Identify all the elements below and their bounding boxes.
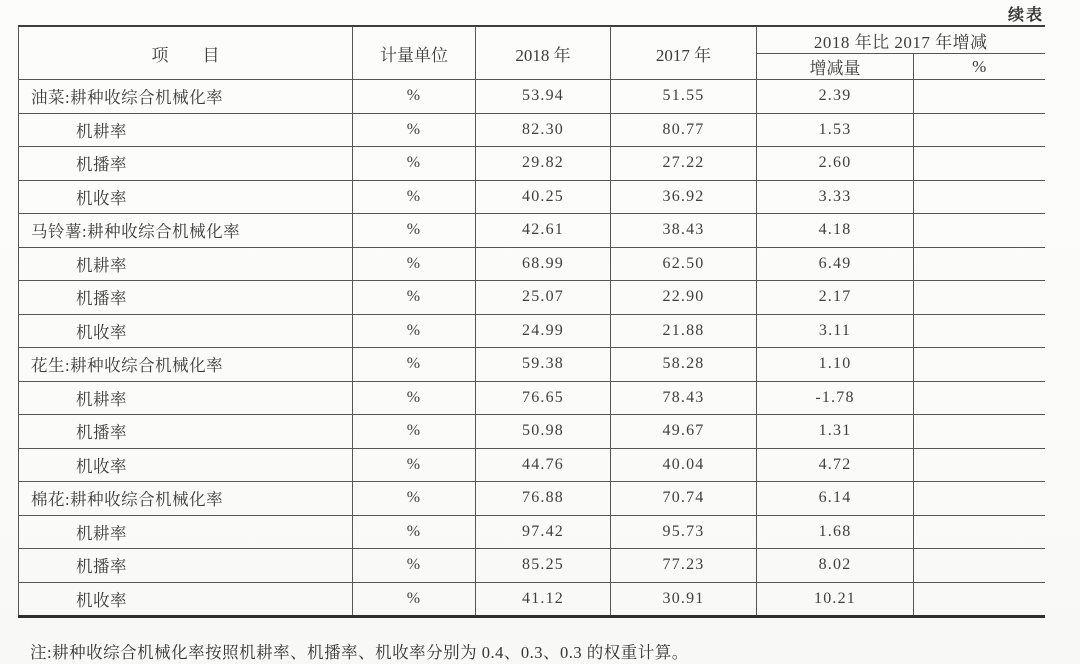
item-cell: 机收率 — [19, 448, 353, 482]
value-2018-cell: 50.98 — [476, 415, 611, 449]
change-amount-cell: -1.78 — [757, 381, 914, 415]
change-amount-cell: 1.68 — [757, 515, 914, 549]
unit-cell: % — [353, 549, 476, 583]
change-percent-cell — [914, 415, 1045, 449]
col-header-2017: 2017 年 — [611, 26, 757, 80]
item-cell: 机播率 — [19, 415, 353, 449]
value-2018-cell: 85.25 — [476, 549, 611, 583]
item-cell: 机耕率 — [19, 515, 353, 549]
table-row — [19, 80, 1045, 114]
value-2018-cell: 24.99 — [476, 314, 611, 348]
value-2018-cell: 40.25 — [476, 180, 611, 214]
value-2017-cell: 78.43 — [611, 381, 757, 415]
change-amount-cell: 1.53 — [757, 113, 914, 147]
item-cell: 机播率 — [19, 281, 353, 315]
item-cell: 机收率 — [19, 314, 353, 348]
value-2017-cell: 30.91 — [611, 582, 757, 617]
value-2018-cell: 53.94 — [476, 80, 611, 114]
value-2017-cell: 38.43 — [611, 214, 757, 248]
value-2018-cell: 25.07 — [476, 281, 611, 315]
change-percent-cell — [914, 549, 1045, 583]
footnote: 注:耕种收综合机械化率按照机耕率、机播率、机收率分别为 0.4、0.3、0.3 的权重计算。 — [30, 643, 689, 662]
change-percent-cell — [914, 214, 1045, 248]
unit-cell: % — [353, 582, 476, 617]
change-amount-cell: 8.02 — [757, 549, 914, 583]
value-2017-cell: 40.04 — [611, 448, 757, 482]
table-row — [19, 281, 1045, 315]
unit-cell: % — [353, 80, 476, 114]
table-row — [19, 448, 1045, 482]
change-percent-cell — [914, 80, 1045, 114]
item-cell: 机播率 — [19, 549, 353, 583]
value-2017-cell: 70.74 — [611, 482, 757, 516]
value-2018-cell: 29.82 — [476, 147, 611, 181]
change-percent-cell — [914, 348, 1045, 382]
table-row — [19, 381, 1045, 415]
value-2017-cell: 21.88 — [611, 314, 757, 348]
unit-cell: % — [353, 482, 476, 516]
change-percent-cell — [914, 482, 1045, 516]
col-header-change-amount: 增减量 — [757, 54, 914, 80]
item-cell: 花生:耕种收综合机械化率 — [19, 348, 353, 382]
value-2018-cell: 68.99 — [476, 247, 611, 281]
change-amount-cell: 6.14 — [757, 482, 914, 516]
table-row — [19, 247, 1045, 281]
change-amount-cell: 10.21 — [757, 582, 914, 617]
table-row — [19, 348, 1045, 382]
unit-cell: % — [353, 214, 476, 248]
value-2017-cell: 77.23 — [611, 549, 757, 583]
change-percent-cell — [914, 147, 1045, 181]
change-amount-cell: 3.33 — [757, 180, 914, 214]
value-2017-cell: 80.77 — [611, 113, 757, 147]
change-amount-cell: 2.60 — [757, 147, 914, 181]
table-body — [19, 80, 1045, 617]
item-cell: 机耕率 — [19, 247, 353, 281]
item-cell: 机耕率 — [19, 113, 353, 147]
value-2018-cell: 76.65 — [476, 381, 611, 415]
table-header — [19, 26, 1045, 80]
unit-cell: % — [353, 180, 476, 214]
table-row — [19, 214, 1045, 248]
value-2018-cell: 76.88 — [476, 482, 611, 516]
col-header-unit: 计量单位 — [353, 26, 476, 80]
change-percent-cell — [914, 448, 1045, 482]
value-2017-cell: 22.90 — [611, 281, 757, 315]
value-2017-cell: 49.67 — [611, 415, 757, 449]
table-row — [19, 147, 1045, 181]
col-header-change-group: 2018 年比 2017 年增减 — [757, 26, 1045, 54]
col-header-change-percent: % — [914, 54, 1045, 80]
unit-cell: % — [353, 113, 476, 147]
change-percent-cell — [914, 515, 1045, 549]
item-cell: 马铃薯:耕种收综合机械化率 — [19, 214, 353, 248]
table-row — [19, 314, 1045, 348]
change-amount-cell: 4.72 — [757, 448, 914, 482]
change-percent-cell — [914, 247, 1045, 281]
item-cell: 棉花:耕种收综合机械化率 — [19, 482, 353, 516]
change-percent-cell — [914, 281, 1045, 315]
table-row — [19, 180, 1045, 214]
change-percent-cell — [914, 582, 1045, 617]
value-2017-cell: 95.73 — [611, 515, 757, 549]
value-2018-cell: 82.30 — [476, 113, 611, 147]
change-amount-cell: 4.18 — [757, 214, 914, 248]
value-2018-cell: 44.76 — [476, 448, 611, 482]
value-2018-cell: 59.38 — [476, 348, 611, 382]
table-row — [19, 582, 1045, 617]
header-row-1 — [19, 26, 1045, 54]
change-amount-cell: 1.10 — [757, 348, 914, 382]
value-2017-cell: 51.55 — [611, 80, 757, 114]
value-2017-cell: 62.50 — [611, 247, 757, 281]
change-percent-cell — [914, 113, 1045, 147]
item-cell: 机耕率 — [19, 381, 353, 415]
change-percent-cell — [914, 180, 1045, 214]
table-row — [19, 549, 1045, 583]
value-2018-cell: 42.61 — [476, 214, 611, 248]
change-percent-cell — [914, 381, 1045, 415]
change-percent-cell — [914, 314, 1045, 348]
unit-cell: % — [353, 314, 476, 348]
item-cell: 机收率 — [19, 180, 353, 214]
change-amount-cell: 2.39 — [757, 80, 914, 114]
unit-cell: % — [353, 448, 476, 482]
value-2018-cell: 41.12 — [476, 582, 611, 617]
value-2017-cell: 36.92 — [611, 180, 757, 214]
unit-cell: % — [353, 515, 476, 549]
change-amount-cell: 1.31 — [757, 415, 914, 449]
value-2017-cell: 58.28 — [611, 348, 757, 382]
table-row — [19, 482, 1045, 516]
col-header-item: 项 目 — [19, 26, 353, 80]
table-row — [19, 415, 1045, 449]
value-2017-cell: 27.22 — [611, 147, 757, 181]
item-cell: 机收率 — [19, 582, 353, 617]
unit-cell: % — [353, 281, 476, 315]
mechanization-rate-table — [18, 25, 1045, 618]
unit-cell: % — [353, 147, 476, 181]
unit-cell: % — [353, 247, 476, 281]
unit-cell: % — [353, 348, 476, 382]
item-cell: 机播率 — [19, 147, 353, 181]
item-cell: 油菜:耕种收综合机械化率 — [19, 80, 353, 114]
col-header-2018: 2018 年 — [476, 26, 611, 80]
unit-cell: % — [353, 415, 476, 449]
unit-cell: % — [353, 381, 476, 415]
change-amount-cell: 2.17 — [757, 281, 914, 315]
change-amount-cell: 6.49 — [757, 247, 914, 281]
change-amount-cell: 3.11 — [757, 314, 914, 348]
continued-table-label: 续表 — [1007, 7, 1044, 24]
table-row — [19, 113, 1045, 147]
value-2018-cell: 97.42 — [476, 515, 611, 549]
table-row — [19, 515, 1045, 549]
